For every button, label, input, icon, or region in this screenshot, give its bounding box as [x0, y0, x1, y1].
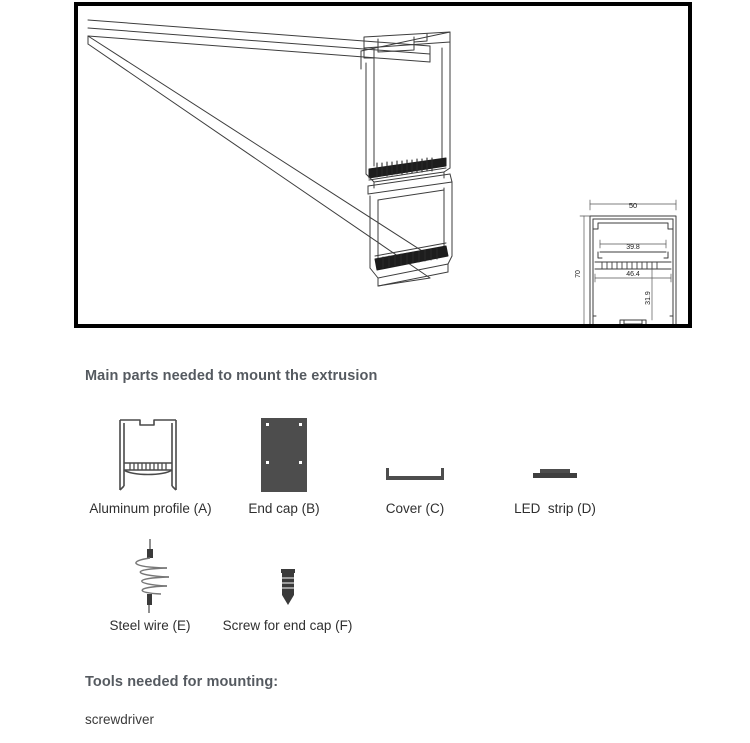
dim-inner-height-label: 31.9: [645, 291, 652, 305]
end-cap-icon: [253, 414, 315, 498]
extrusion-illustration-frame: [74, 2, 692, 328]
tools-section-heading: Tools needed for mounting:: [85, 674, 279, 690]
part-label-steel-wire: Steel wire (E): [109, 618, 191, 633]
extrusion-perspective-drawing: [78, 6, 688, 324]
screw-art: [205, 537, 370, 615]
tools-list-item-screwdriver: screwdriver: [85, 712, 155, 727]
part-item-aluminum-profile: [78, 414, 223, 517]
dim-inner-width-lower-label: 46.4: [626, 271, 640, 278]
dim-outer-height-label: 70: [575, 270, 582, 278]
part-item-cover: [345, 414, 485, 517]
dim-inner-width-upper-label: 39.8: [626, 244, 640, 251]
part-label-aluminum-profile: Aluminum profile (A): [89, 501, 212, 516]
aluminum-profile-art: [78, 414, 223, 498]
led-strip-icon: [520, 414, 590, 498]
part-label-cover: Cover (C): [385, 501, 445, 516]
part-item-led-strip: [485, 414, 625, 517]
part-label-end-cap: End cap (B): [248, 501, 320, 516]
screw-icon: [268, 537, 308, 615]
part-label-led-strip: LED strip (D): [514, 501, 596, 516]
part-item-end-cap: [223, 414, 345, 517]
part-item-steel-wire: [95, 537, 205, 634]
aluminum-profile-icon: [112, 414, 190, 498]
steel-wire-art: [95, 537, 205, 615]
parts-section-heading: Main parts needed to mount the extrusion: [85, 368, 378, 384]
dim-outer-width-label: 50: [628, 201, 638, 210]
part-item-screw: [205, 537, 370, 634]
cover-icon: [380, 414, 450, 498]
steel-wire-icon: [117, 537, 183, 615]
cover-art: [345, 414, 485, 498]
end-cap-art: [223, 414, 345, 498]
led-strip-art: [485, 414, 625, 498]
part-label-screw: Screw for end cap (F): [222, 618, 353, 633]
